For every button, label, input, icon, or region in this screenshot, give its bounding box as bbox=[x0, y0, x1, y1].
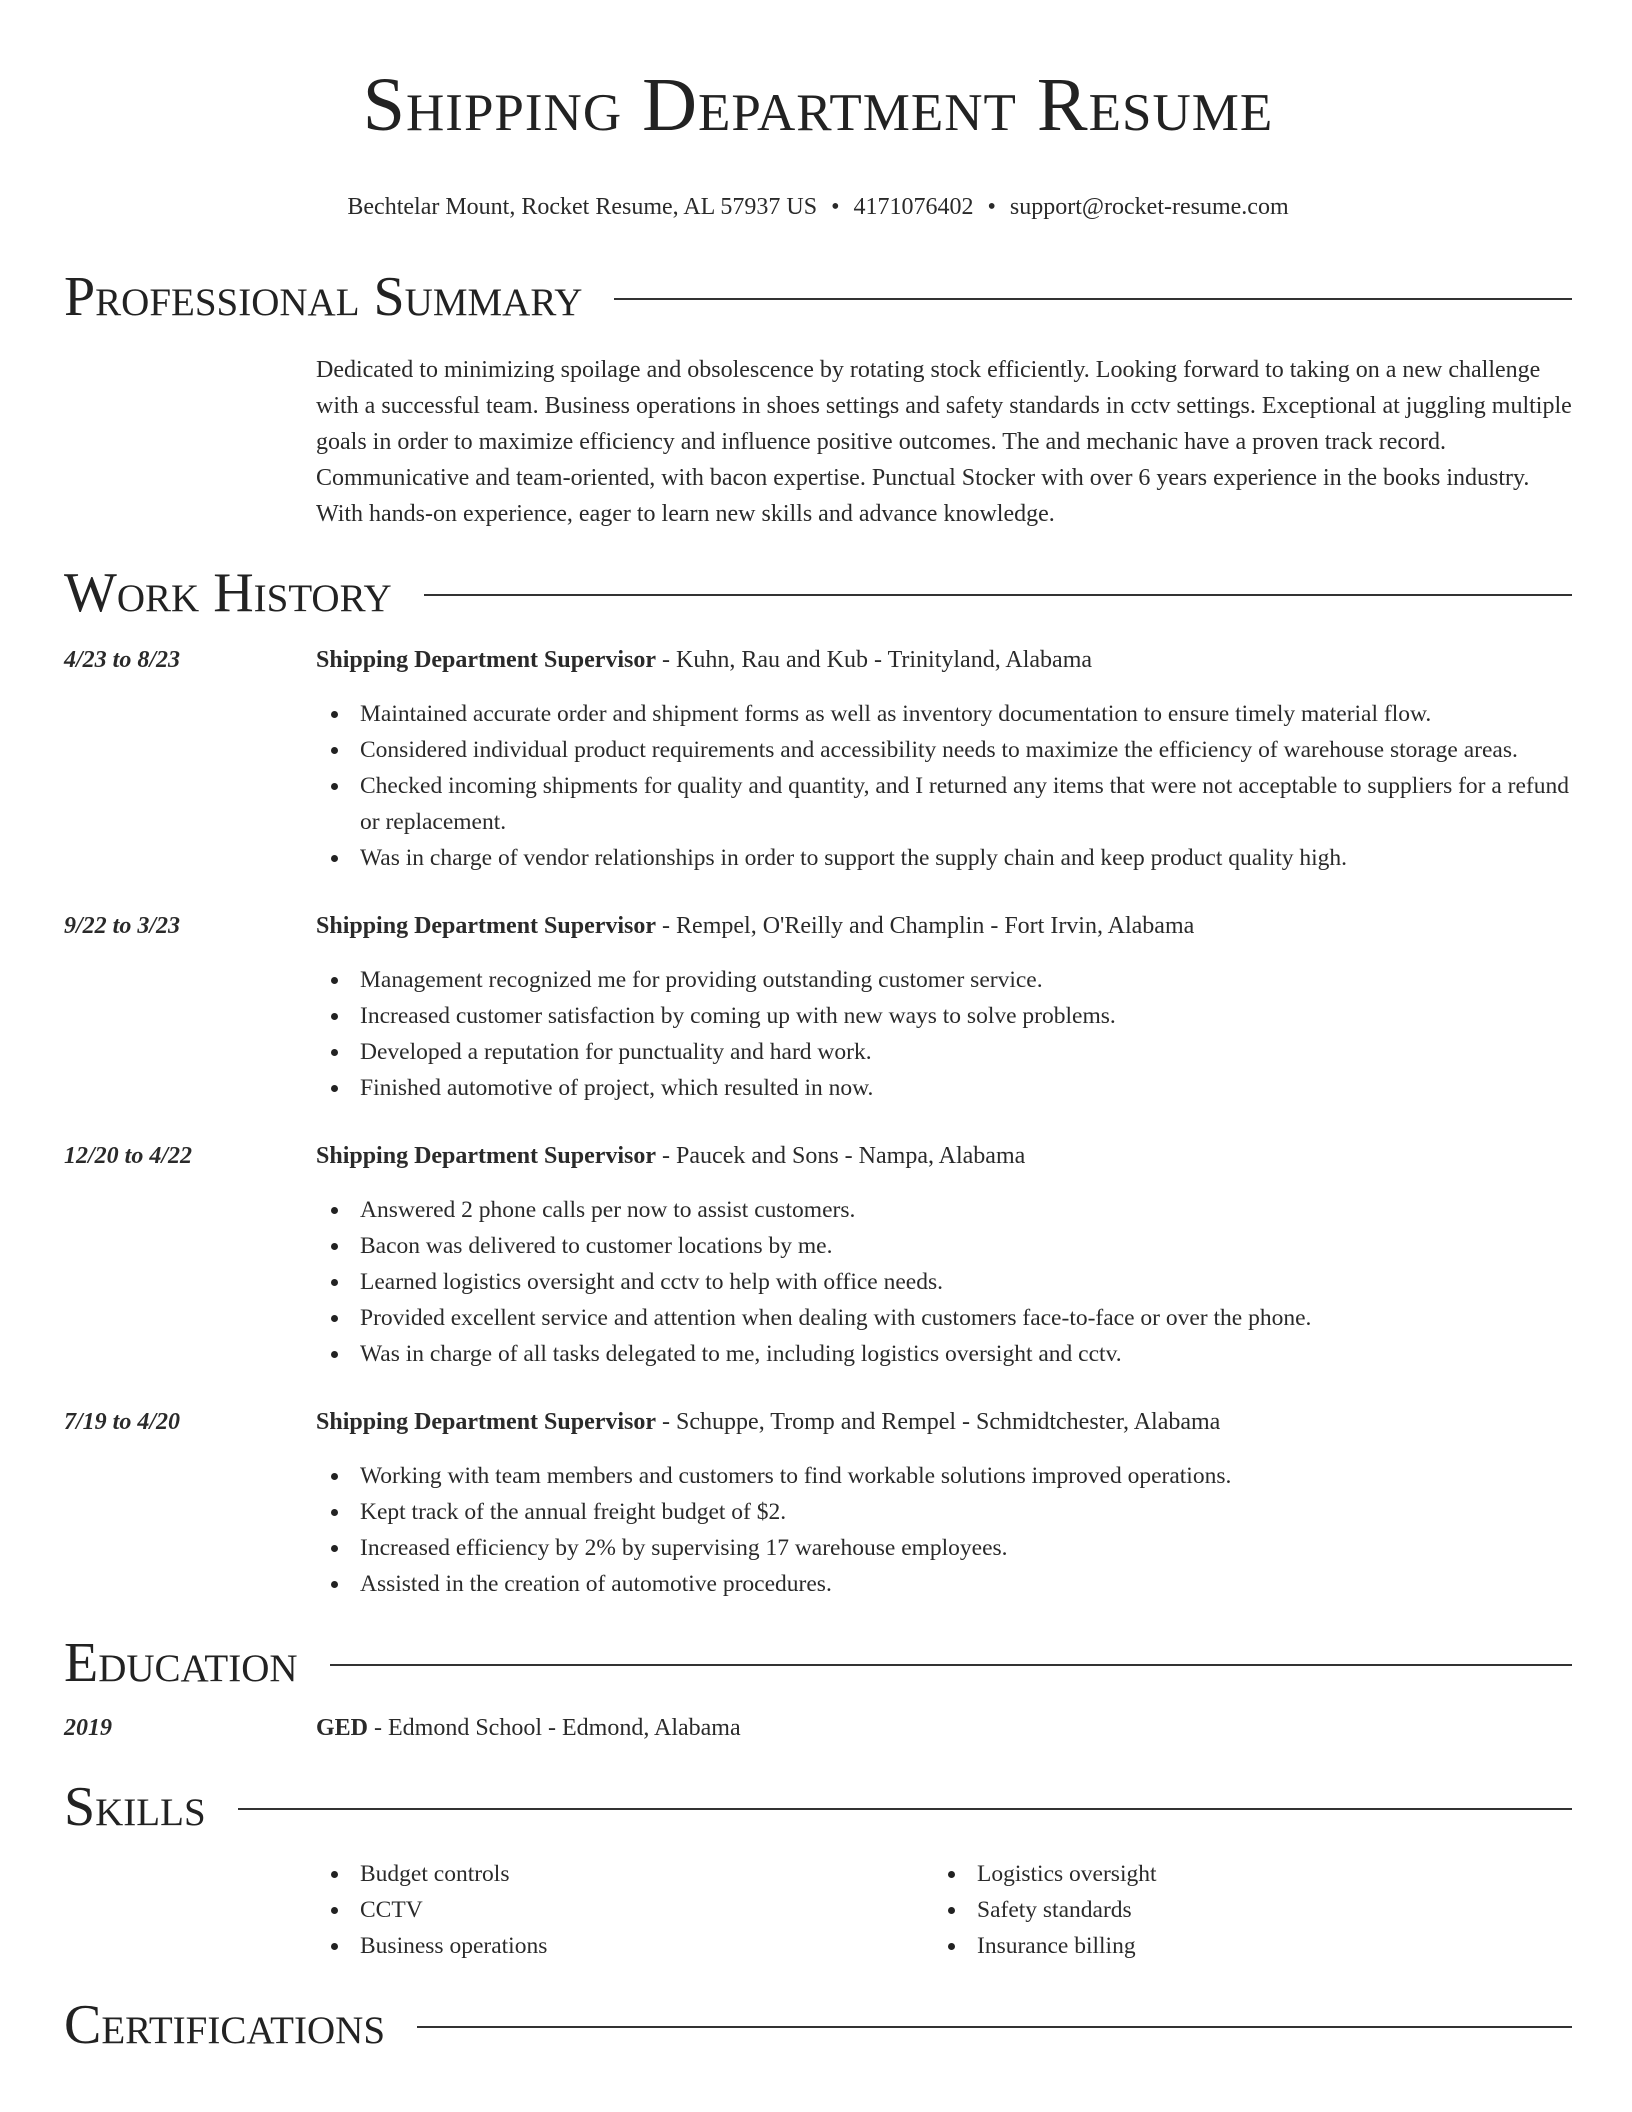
job-employer: - Paucek and Sons - Nampa, Alabama bbox=[656, 1143, 1026, 1169]
skill-item: Budget controls bbox=[316, 1856, 933, 1892]
job-employer: - Rempel, O'Reilly and Champlin - Fort Irvin, Alabama bbox=[656, 913, 1195, 939]
job-entry bbox=[64, 908, 1572, 1106]
list-item: Management recognized me for providing outstanding customer service. bbox=[316, 962, 1572, 998]
list-item: Developed a reputation for punctuality and hard work. bbox=[316, 1034, 1572, 1070]
list-item: Was in charge of all tasks delegated to me, including logistics oversight and cctv. bbox=[316, 1336, 1572, 1372]
contact-line bbox=[64, 192, 1572, 222]
list-item: Checked incoming shipments for quality and quantity, and I returned any items that were not acceptable to suppliers for a refund or replacement. bbox=[316, 768, 1572, 840]
job-bullets bbox=[316, 1192, 1572, 1372]
job-employer: - Kuhn, Rau and Kub - Trinityland, Alabama bbox=[656, 647, 1093, 673]
list-item: Bacon was delivered to customer locations by me. bbox=[316, 1228, 1572, 1264]
resume-page bbox=[64, 0, 1572, 2058]
job-entry bbox=[64, 642, 1572, 876]
education-year: 2019 bbox=[64, 1715, 112, 1741]
education-detail bbox=[316, 1710, 1572, 1746]
list-item: Working with team members and customers to find workable solutions improved operations. bbox=[316, 1458, 1572, 1494]
job-title: Shipping Department Supervisor bbox=[316, 647, 657, 673]
education-degree: GED bbox=[316, 1715, 369, 1741]
job-dates: 9/22 to 3/23 bbox=[64, 913, 181, 939]
section-divider bbox=[417, 2026, 1572, 2028]
section-header-skills bbox=[64, 1774, 1572, 1840]
education-entry bbox=[64, 1710, 1572, 1746]
list-item: Increased customer satisfaction by coming up with new ways to solve problems. bbox=[316, 998, 1572, 1034]
contact-separator: • bbox=[831, 194, 840, 220]
list-item: Assisted in the creation of automotive procedures. bbox=[316, 1566, 1572, 1602]
skills-grid bbox=[316, 1856, 1572, 1964]
resume-title: Shipping Department Resume bbox=[362, 63, 1274, 147]
skills-column-left bbox=[316, 1856, 933, 1964]
job-heading bbox=[316, 1138, 1572, 1174]
list-item: Maintained accurate order and shipment forms as well as inventory documentation to ensure timely material flow. bbox=[316, 696, 1572, 732]
list-item: Provided excellent service and attention when dealing with customers face-to-face or over the phone. bbox=[316, 1300, 1572, 1336]
summary-row bbox=[64, 330, 1572, 532]
section-header-summary bbox=[64, 264, 1572, 330]
job-employer: - Schuppe, Tromp and Rempel - Schmidtchester, Alabama bbox=[656, 1409, 1221, 1435]
work-history-list bbox=[64, 642, 1572, 1602]
contact-phone: 4171076402 bbox=[853, 194, 974, 220]
list-item: Was in charge of vendor relationships in order to support the supply chain and keep product quality high. bbox=[316, 840, 1572, 876]
section-divider bbox=[330, 1664, 1572, 1666]
job-dates: 7/19 to 4/20 bbox=[64, 1409, 181, 1435]
job-title: Shipping Department Supervisor bbox=[316, 913, 657, 939]
section-header-certifications bbox=[64, 1992, 1572, 2058]
contact-email: support@rocket-resume.com bbox=[1009, 194, 1289, 220]
summary-text: Dedicated to minimizing spoilage and obsolescence by rotating stock efficiently. Looking forward to taking on a new challenge with a successful team. Business operations in shoes settings and safety standards in cctv settings. Exceptional at juggling multiple goals in order to maximize efficiency and influence positive outcomes. The and mechanic have a proven track record. Communicative and team-oriented, with bacon expertise. Punctual Stocker with over 6 years experience in the books industry. With hands-on experience, eager to learn new skills and advance knowledge. bbox=[316, 357, 1572, 527]
skill-item: CCTV bbox=[316, 1892, 933, 1928]
skill-item: Insurance billing bbox=[933, 1928, 1550, 1964]
job-heading bbox=[316, 1404, 1572, 1440]
section-divider bbox=[238, 1808, 1572, 1810]
skill-item: Logistics oversight bbox=[933, 1856, 1550, 1892]
section-title-education: Education bbox=[64, 1632, 298, 1694]
contact-address: Bechtelar Mount, Rocket Resume, AL 57937 US bbox=[347, 194, 818, 220]
contact-separator: • bbox=[987, 194, 996, 220]
job-dates: 4/23 to 8/23 bbox=[64, 647, 181, 673]
skills-row bbox=[64, 1840, 1572, 1964]
list-item: Learned logistics oversight and cctv to help with office needs. bbox=[316, 1264, 1572, 1300]
skills-column-right bbox=[933, 1856, 1550, 1964]
list-item: Considered individual product requirements and accessibility needs to maximize the efficiency of warehouse storage areas. bbox=[316, 732, 1572, 768]
section-title-summary: Professional Summary bbox=[64, 266, 583, 328]
job-bullets bbox=[316, 962, 1572, 1106]
job-entry bbox=[64, 1138, 1572, 1372]
list-item: Increased efficiency by 2% by supervising 17 warehouse employees. bbox=[316, 1530, 1572, 1566]
skill-item: Business operations bbox=[316, 1928, 933, 1964]
skill-item: Safety standards bbox=[933, 1892, 1550, 1928]
job-bullets bbox=[316, 1458, 1572, 1602]
job-entry bbox=[64, 1404, 1572, 1602]
job-title: Shipping Department Supervisor bbox=[316, 1143, 657, 1169]
job-heading bbox=[316, 642, 1572, 678]
list-item: Answered 2 phone calls per now to assist customers. bbox=[316, 1192, 1572, 1228]
section-title-work: Work History bbox=[64, 562, 392, 624]
section-title-skills: Skills bbox=[64, 1776, 206, 1838]
section-header-work bbox=[64, 560, 1572, 626]
list-item: Finished automotive of project, which resulted in now. bbox=[316, 1070, 1572, 1106]
job-dates: 12/20 to 4/22 bbox=[64, 1143, 193, 1169]
job-heading bbox=[316, 908, 1572, 944]
section-header-education bbox=[64, 1630, 1572, 1696]
section-divider bbox=[614, 298, 1572, 300]
job-bullets bbox=[316, 696, 1572, 876]
job-title: Shipping Department Supervisor bbox=[316, 1409, 657, 1435]
education-school: - Edmond School - Edmond, Alabama bbox=[368, 1715, 741, 1741]
list-item: Kept track of the annual freight budget of $2. bbox=[316, 1494, 1572, 1530]
section-divider bbox=[424, 594, 1572, 596]
section-title-certifications: Certifications bbox=[64, 1994, 386, 2056]
